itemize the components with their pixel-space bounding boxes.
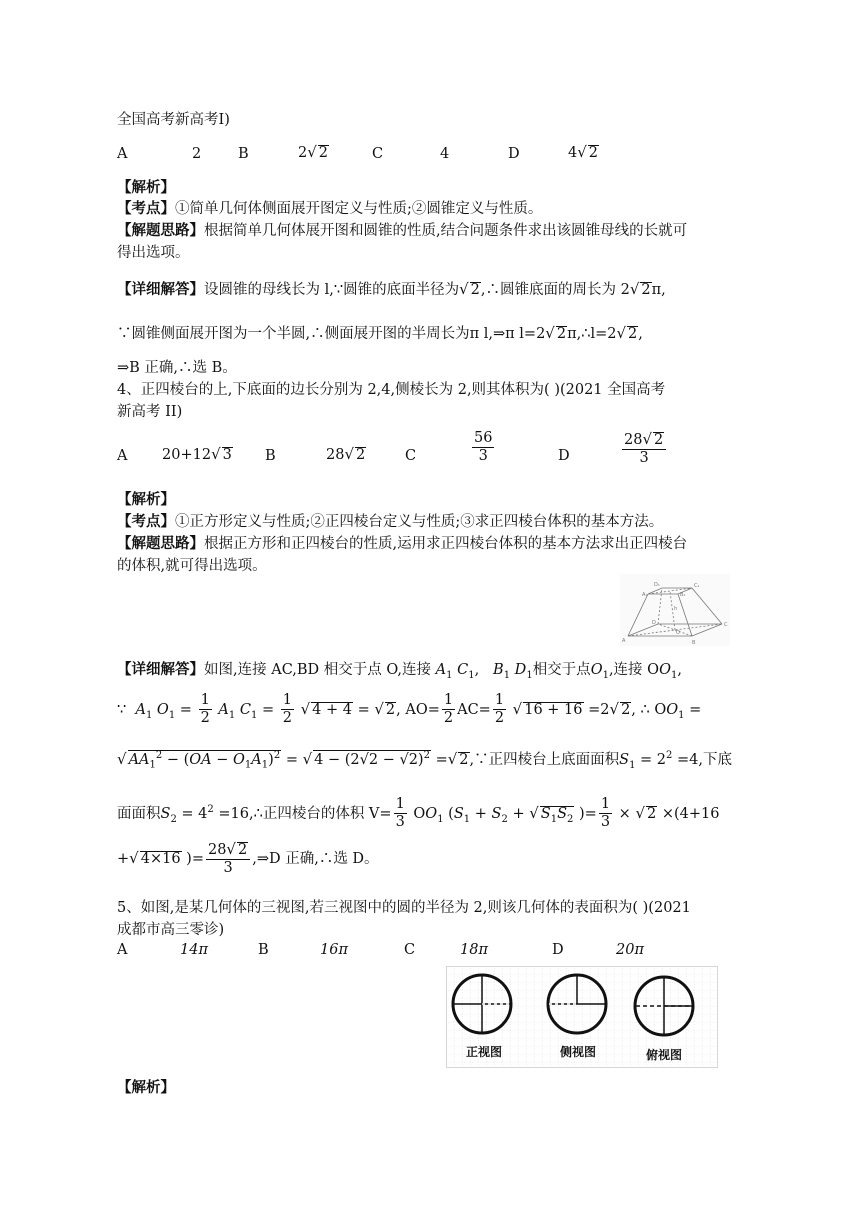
frustum-diagram (620, 574, 730, 646)
q4-detail-line3: √ $AA_1^2 - (OA - O_1A_1)^2$ = √ $4 - (2√2 - √2)^2$ =√ 2,∵正四棱台上底面面积$S_1 = 2^2 =4$,下底 (117, 750, 732, 771)
q5-option-c-letter: C (404, 942, 416, 958)
q5-option-b-value: 16π (320, 942, 348, 958)
q5-question-line2: 成都市高三零诊) (117, 922, 225, 938)
q4-option-c-letter: C (405, 448, 417, 464)
q5-question-line1: 5、如图,是某几何体的三视图,若三视图中的圆的半径为 2,则该几何体的表面积为( )(2021 (117, 900, 691, 916)
q4-question-line1: 4、正四棱台的上,下底面的边长分别为 2,4,侧棱长为 2,则其体积为( )(2021 全国高考 (117, 382, 666, 398)
option-a-letter: A (117, 146, 128, 162)
q3-key-points: 【考点】①简单几何体侧面展开图定义与性质;②圆锥定义与性质。 (117, 200, 543, 217)
top-view (635, 977, 693, 1035)
q4-option-a-value: 20+12√ 3 (162, 445, 232, 463)
q3-approach-line2: 得出选项。 (117, 245, 190, 261)
q3-detail-line1: 【详细解答】设圆锥的母线长为 l,∵圆锥的底面半径为√ 2,∴圆锥底面的周长为 2√ 2π, (117, 280, 666, 298)
q5-option-c-value: 18π (460, 942, 488, 958)
solution-heading: 【解析】 (117, 179, 175, 196)
q3-detail-line3: ⇒B 正确,∴选 B。 (117, 360, 237, 376)
q5-option-d-letter: D (552, 942, 564, 958)
svg-text:D: D (652, 620, 656, 626)
q5-option-d-value: 20π (616, 942, 644, 958)
svg-text:h: h (674, 606, 678, 612)
svg-text:A₁: A₁ (642, 592, 648, 598)
q4-key-points: 【考点】①正方形定义与性质;②正四棱台定义与性质;③求正四棱台体积的基本方法。 (117, 513, 664, 530)
q4-option-a-letter: A (117, 448, 128, 464)
option-d-value: 4√ 2 (568, 143, 599, 161)
q5-option-a-value: 14π (180, 942, 208, 958)
front-view-label: 正视图 (466, 1045, 503, 1059)
option-a-value: 2 (192, 146, 202, 162)
svg-text:A: A (622, 638, 626, 644)
svg-text:C: C (724, 622, 728, 628)
q4-detail-line5: +√ 4×16 )= $\frac{28√ 2}{3}$ ,⇒D 正确,∴选 D。 (117, 840, 379, 877)
q4-option-b-letter: B (265, 448, 276, 464)
side-view-label: 侧视图 (560, 1045, 597, 1059)
option-d-letter: D (508, 146, 520, 162)
source-line: 全国高考新高考Ⅰ) (117, 112, 230, 128)
option-c-letter: C (372, 146, 384, 162)
q4-detail-line2: ∵ $A_1$ $O_1$ = $\frac{1}{2}$ $A_1$ $C_1$ = $\frac{1}{2}$ √ 4 + 4 = √ 2, AO= $\frac{1}{2}$ AC= $\frac{1}{2}$ √ 16 + 16 =2√ 2, ∴ $OO_1$ = (117, 692, 702, 727)
option-b-letter: B (238, 146, 249, 162)
front-view (453, 975, 511, 1033)
option-b-value: 2√ 2 (298, 143, 329, 161)
q5-option-a-letter: A (117, 942, 128, 958)
svg-text:C₁: C₁ (694, 583, 700, 589)
q4-option-c-value: $\frac{56}{3}$ (474, 430, 493, 465)
q5-option-b-letter: B (258, 942, 269, 958)
svg-text:B₁: B₁ (680, 592, 686, 598)
q4-detail-line4: 面面积$S_2 = 4^2$ =16,∴正四棱台的体积 V= $\frac{1}{3}$ $OO_1$ ($S_1 + S_2$ + √ $S_1S_2$ )= $\frac{1}{3}$ × √ 2 ×(4+16 (117, 796, 720, 831)
q4-detail-line1: 【详细解答】如图,连接 AC,BD 相交于点 O,连接 $A_1$ $C_1$, $B_1$ $D_1$相交于点$O_1$,连接 $OO_1$, (117, 661, 682, 681)
q4-option-d-value: $\frac{28√ 2}{3}$ (622, 430, 666, 468)
q4-option-d-letter: D (558, 448, 570, 464)
q3-approach-line1: 【解题思路】根据简单几何体展开图和圆锥的性质,结合问题条件求出该圆锥母线的长就可 (117, 222, 688, 239)
q3-detail-line2: ∵圆锥侧面展开图为一个半圆,∴侧面展开图的半周长为π l,⇒π l=2√ 2π,∴l=2√ 2, (117, 324, 643, 342)
three-views-figure (446, 966, 718, 1068)
svg-text:O: O (676, 630, 680, 636)
q5-solution-heading: 【解析】 (117, 1079, 175, 1096)
svg-text:B: B (692, 640, 696, 646)
q4-approach-line1: 【解题思路】根据正方形和正四棱台的性质,运用求正四棱台体积的基本方法求出正四棱台 (117, 535, 688, 552)
svg-text:D₁: D₁ (654, 582, 660, 588)
option-c-value: 4 (440, 146, 450, 162)
q4-question-line2: 新高考 II) (117, 404, 183, 420)
q4-approach-line2: 的体积,就可得出选项。 (117, 558, 267, 574)
q4-option-b-value: 28√ 2 (326, 445, 366, 463)
q4-solution-heading: 【解析】 (117, 491, 175, 508)
top-view-label: 俯视图 (646, 1048, 683, 1062)
